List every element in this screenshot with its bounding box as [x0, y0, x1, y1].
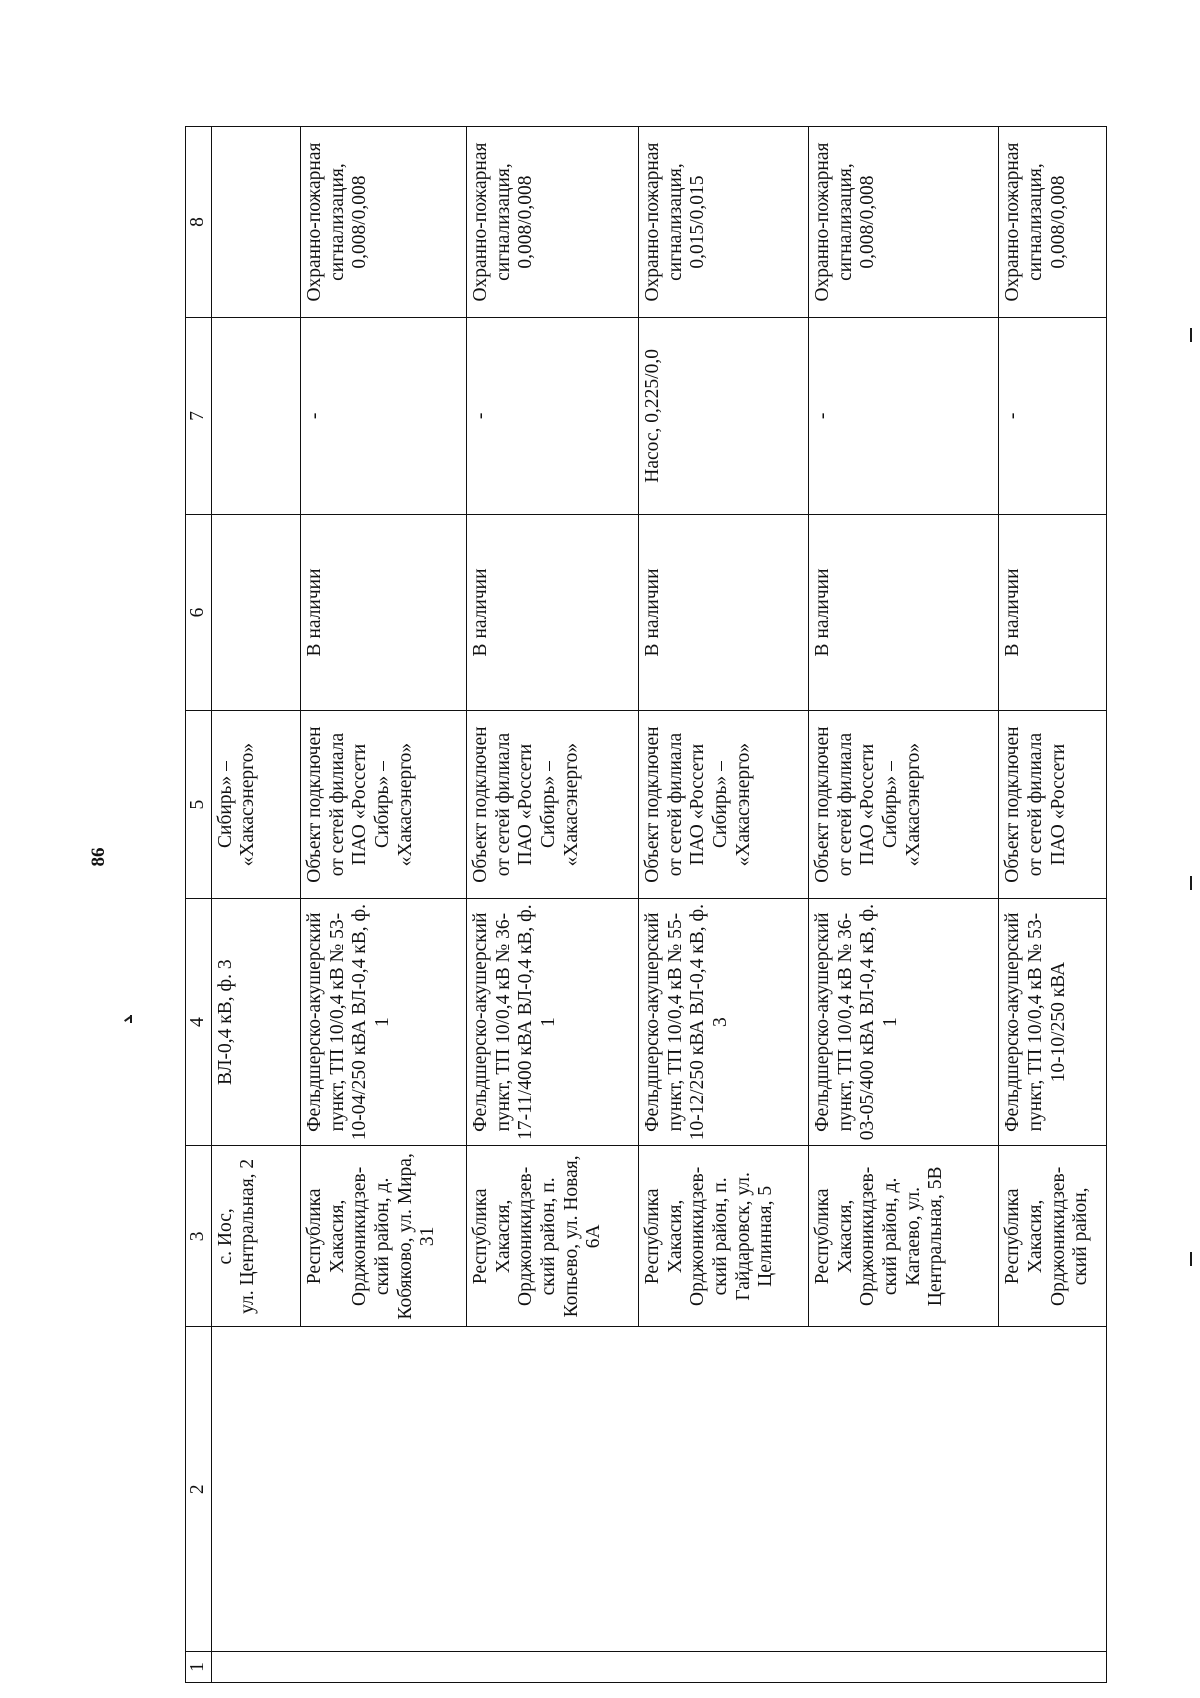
table-cell-object: ВЛ-0,4 кВ, ф. 3 [211, 898, 301, 1145]
table-row [211, 127, 301, 1683]
table-cell-connection: Объект подключен от сетей филиала ПАО «Россети [999, 711, 1107, 899]
table-cell-address: Республика Хакасия, Орджоникидзев-ский район, [999, 1146, 1107, 1327]
rotated-table-container [185, 126, 1107, 1683]
table-cell-alarm: Охранно-пожарная сигнализация, 0,008/0,008 [999, 127, 1107, 318]
table-cell-equipment: - [999, 318, 1107, 515]
table-cell-object: Фельдшерско-акушерский пункт, ТП 10/0,4 кВ № 36-17-11/400 кВА ВЛ-0,4 кВ, ф. 1 [467, 898, 639, 1145]
table-cell-equipment: - [467, 318, 639, 515]
table-cell-address: Республика Хакасия, Орджоникидзев-ский район, д. Кобяково, ул. Мира, 31 [301, 1146, 467, 1327]
column-header: 2 [186, 1327, 212, 1652]
table-cell-blank [211, 1327, 1106, 1652]
table-cell-equipment [211, 318, 301, 515]
table-cell-connection: Объект подключен от сетей филиала ПАО «Россети Сибирь» – «Хакасэнерго» [301, 711, 467, 899]
table-cell-address: Республика Хакасия, Орджоникидзев-ский район, п. Копьево, ул. Новая, 6А [467, 1146, 639, 1327]
table-cell-alarm: Охранно-пожарная сигнализация, 0,008/0,008 [809, 127, 999, 318]
table-cell-object: Фельдшерско-акушерский пункт, ТП 10/0,4 кВ № 53-10-04/250 кВА ВЛ-0,4 кВ, ф. 1 [301, 898, 467, 1145]
table-cell-alarm [211, 127, 301, 318]
table-cell-connection: Сибирь» – «Хакасэнерго» [211, 711, 301, 899]
column-header: 7 [186, 318, 212, 515]
scan-mark [1190, 328, 1192, 342]
table-cell-address: Республика Хакасия, Орджоникидзев-ский район, п. Гайдаровск, ул. Целинная, 5 [639, 1146, 809, 1327]
table-cell-equipment: - [301, 318, 467, 515]
table-cell-connection: Объект подключен от сетей филиала ПАО «Россети Сибирь» – «Хакасэнерго» [809, 711, 999, 899]
table-cell-equipment: Насос, 0,225/0,0 [639, 318, 809, 515]
table-cell-blank [211, 1652, 1106, 1683]
table-cell-object: Фельдшерско-акушерский пункт, ТП 10/0,4 кВ № 55-10-12/250 кВА ВЛ-0,4 кВ, ф. 3 [639, 898, 809, 1145]
table-cell-alarm: Охранно-пожарная сигнализация, 0,008/0,008 [467, 127, 639, 318]
table-cell-address: с. Иос, ул. Центральная, 2 [211, 1146, 301, 1327]
scan-mark [1190, 876, 1192, 890]
table-cell-alarm: Охранно-пожарная сигнализация, 0,015/0,015 [639, 127, 809, 318]
data-table [185, 126, 1107, 1683]
scan-mark [130, 1015, 132, 1023]
table-cell-availability: В наличии [467, 514, 639, 711]
table-cell-object: Фельдшерско-акушерский пункт, ТП 10/0,4 кВ № 36-03-05/400 кВА ВЛ-0,4 кВ, ф. 1 [809, 898, 999, 1145]
column-header: 5 [186, 711, 212, 899]
header-row [186, 127, 212, 1683]
table-cell-address: Республика Хакасия, Орджоникидзев-ский район, д. Кагаево, ул. Центральная, 5В [809, 1146, 999, 1327]
table-cell-availability: В наличии [809, 514, 999, 711]
column-header: 1 [186, 1652, 212, 1683]
table-cell-connection: Объект подключен от сетей филиала ПАО «Россети Сибирь» – «Хакасэнерго» [467, 711, 639, 899]
table-cell-object: Фельдшерско-акушерский пункт, ТП 10/0,4 кВ № 53-10-10/250 кВА [999, 898, 1107, 1145]
table-cell-availability: В наличии [999, 514, 1107, 711]
column-header: 8 [186, 127, 212, 318]
table-cell-availability: В наличии [639, 514, 809, 711]
scan-mark [1190, 1252, 1192, 1266]
column-header: 6 [186, 514, 212, 711]
table-cell-connection: Объект подключен от сетей филиала ПАО «Россети Сибирь» – «Хакасэнерго» [639, 711, 809, 899]
column-header: 3 [186, 1146, 212, 1327]
page-number: 86 [88, 847, 109, 867]
table-cell-availability [211, 514, 301, 711]
table-cell-equipment: - [809, 318, 999, 515]
column-header: 4 [186, 898, 212, 1145]
table-cell-alarm: Охранно-пожарная сигнализация, 0,008/0,008 [301, 127, 467, 318]
table-cell-availability: В наличии [301, 514, 467, 711]
